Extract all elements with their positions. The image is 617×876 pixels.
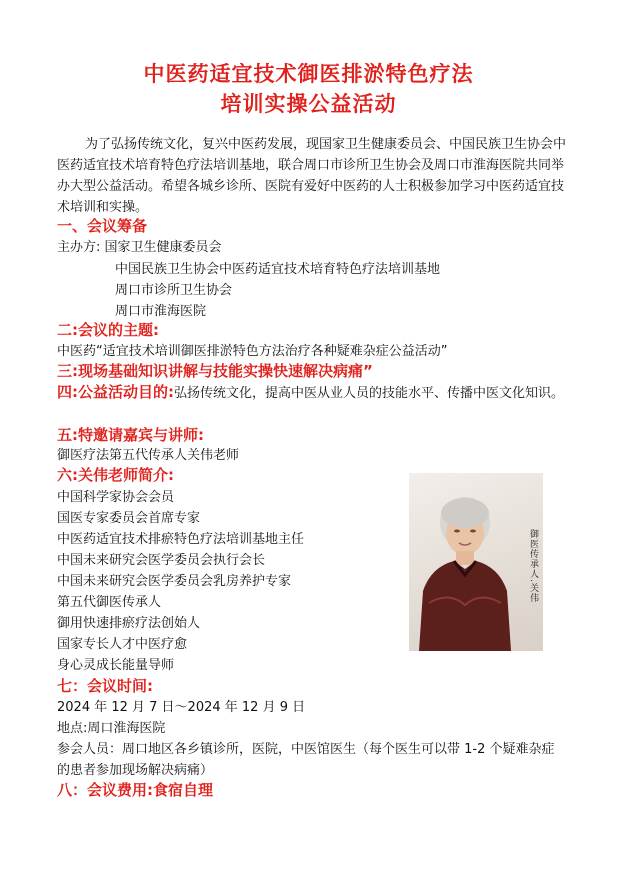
meeting-date: 2024 年 12 月 7 日～2024 年 12 月 9 日 — [57, 700, 306, 715]
intro-paragraph: 为了弘扬传统文化，复兴中医药发展，现国家卫生健康委员会、中国民族卫生协会中医药适宜技术培育特色疗法培训基地，联合周口市诊所卫生协会及周口市淮海医院共同举办大型公益活动。希望各城乡诊所、医院有爱好中医药的人士积极参加学习中医药适宜技术培训和实操。 — [57, 137, 567, 215]
page-title-line-1: 中医药适宜技术御医排淤特色疗法 — [143, 62, 474, 86]
section-3-heading: 三:现场基础知识讲解与技能实操快速解决病痛” — [57, 362, 373, 380]
bio-item-4: 中国未来研究会医学委员会执行会长 — [57, 553, 266, 568]
bio-item-9: 身心灵成长能量导师 — [57, 658, 175, 673]
organizer-2: 中国民族卫生协会中医药适宜技术培育特色疗法培训基地 — [115, 262, 441, 277]
organizer-4: 周口市淮海医院 — [115, 304, 207, 319]
section-2-text: 中医药“适宜技术培训御医排淤特色方法治疗各种疑难杂症公益活动” — [57, 344, 448, 359]
organizer-1: 国家卫生健康委员会 — [104, 240, 222, 255]
page-title-line-2: 培训实操公益活动 — [220, 92, 397, 116]
organizer-row — [57, 237, 222, 258]
lecturer-portrait-illustration — [409, 473, 543, 651]
section-1-heading: 一、会议筹备 — [57, 217, 148, 235]
photo-caption: 御医传承人.关伟 — [528, 529, 538, 603]
bio-item-1: 中国科学家协会会员 — [57, 490, 175, 505]
section-4-heading: 四:公益活动目的: — [57, 383, 174, 401]
bio-item-7: 御用快速排瘀疗法创始人 — [57, 616, 201, 631]
bio-item-8: 国家专长人才中医疗愈 — [57, 637, 188, 652]
organizer-label: 主办方: — [57, 240, 105, 255]
section-5-heading: 五:特邀请嘉宾与讲师: — [57, 426, 204, 444]
section-4-text: 弘扬传统文化，提高中医从业人员的技能水平、传播中医文化知识。 — [174, 386, 565, 401]
organizer-3: 周口市诊所卫生协会 — [115, 283, 233, 298]
meeting-attendees: 参会人员：周口地区各乡镇诊所，医院，中医馆医生（每个医生可以带 1-2 个疑难杂症的患者参加现场解决病痛） — [57, 742, 555, 778]
meeting-location: 地点:周口淮海医院 — [57, 721, 166, 736]
section-4 — [57, 382, 567, 404]
lecturer-photo — [409, 473, 543, 651]
bio-item-6: 第五代御医传承人 — [57, 595, 162, 610]
section-2-heading: 二:会议的主题: — [57, 321, 159, 339]
section-5-text: 御医疗法第五代传承人关伟老师 — [57, 448, 240, 463]
bio-item-5: 中国未来研究会医学委员会乳房养护专家 — [57, 574, 292, 589]
section-6-heading: 六:关伟老师简介: — [57, 466, 174, 484]
bio-item-2: 国医专家委员会首席专家 — [57, 511, 201, 526]
section-8-heading: 八：会议费用:食宿自理 — [57, 781, 213, 799]
section-7-heading: 七：会议时间: — [57, 677, 153, 695]
bio-item-3: 中医药适宜技术排瘀特色疗法培训基地主任 — [57, 532, 305, 547]
